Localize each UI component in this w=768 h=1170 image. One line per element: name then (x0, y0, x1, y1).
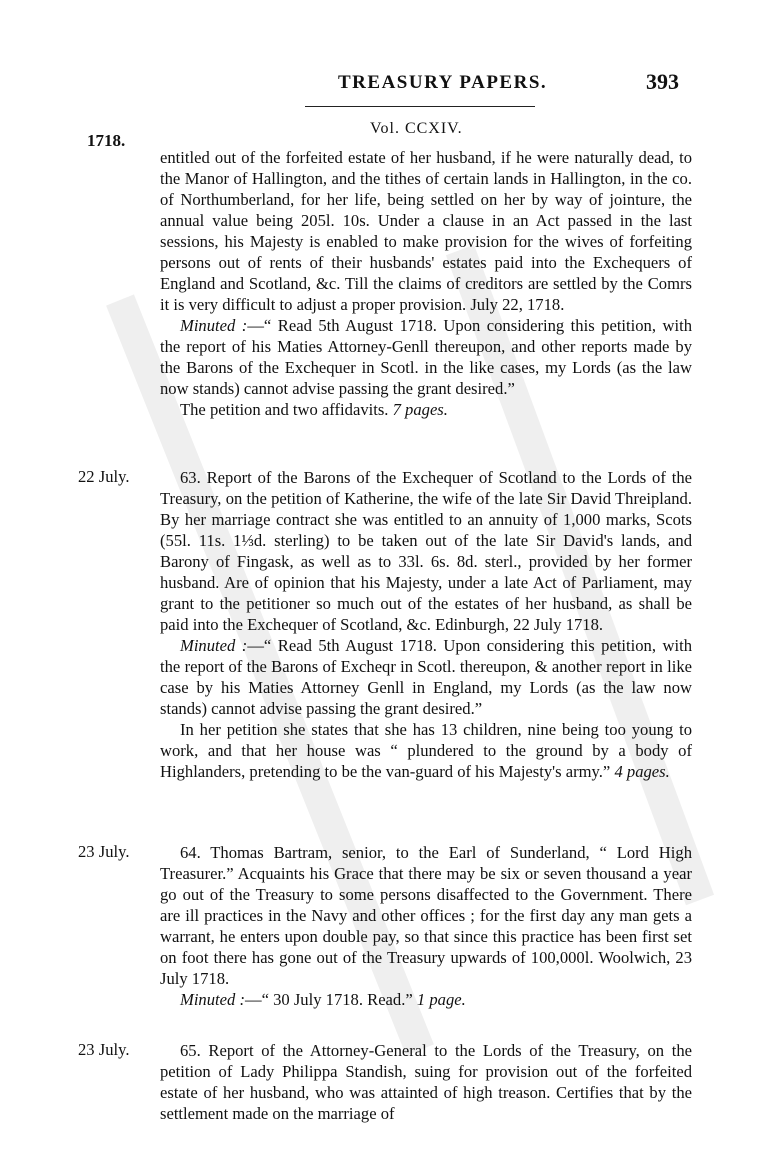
minuted-text: —“ Read 5th August 1718. Upon considering this petition, with the report of the Barons of Excheqr in Scotl. thereupon, & another report in like case by his Maties Attorney Genll in England, my Lords (as the law now stands) cannot advise passing the grant desired.” (160, 636, 692, 718)
pages-count: 4 pages. (614, 762, 670, 781)
pages-count: 7 pages. (392, 400, 448, 419)
entry-body: entitled out of the forfeited estate of her husband, if he were naturally dead, to the Manor of Hallington, and the tithes of certain lands in Hallington, in the co. of Northumberland, for her life, being settled on her by way of jointure, the annual value being 205l. 10s. Under a clause in an Act passed in the last sessions, his Majesty is enabled to make provision for the wives of forfeiting persons out of rents of their husbands' estates paid into the Exchequers of England and Scotland, &c. Till the claims of creditors are settled by the Comrs it is very difficult to adjust a proper provision. July 22, 1718. (160, 148, 692, 314)
header-rule (305, 106, 535, 107)
minuted-label: Minuted : (180, 990, 245, 1009)
entry-body: 65. Report of the Attorney-General to the Lords of the Treasury, on the petition of Lady Philippa Standish, suing for provision out of the forfeited estate of her husband, who was attainted of high treason. Certifies that by the settlement made on the marriage of (160, 1041, 692, 1123)
minuted-paragraph (160, 315, 692, 399)
minuted-text: —“ 30 July 1718. Read.” (244, 990, 413, 1009)
running-title: TREASURY PAPERS. (338, 72, 548, 93)
year-marginal: 1718. (87, 131, 126, 150)
entry-64 (160, 842, 692, 1010)
note-text: In her petition she states that she has 13 children, nine being too young to work, and that her house was “ plundered to the ground by a body of Highlanders, pretending to be the van-guard of his Majesty's army.” (160, 720, 692, 781)
entry-date: 22 July. (78, 467, 130, 486)
entry-65 (160, 1040, 692, 1124)
pages-count: 1 page. (416, 990, 466, 1009)
entry-body: 63. Report of the Barons of the Exchequer of Scotland to the Lords of the Treasury, on the petition of Katherine, the wife of the late Sir David Threipland. By her marriage contract she was entitled to an annuity of 1,000 marks, Scots (55l. 11s. 1⅓d. sterling) to be taken out of the late Sir David's lands, and Barony of Fingask, as well as to 33l. 6s. 8d. sterl., provided by her former husband. Are of opinion that his Majesty, under a late Act of Parliament, may grant to the petitioner so much out of the estates of her husband, as shall be paid into the Exchequer of Scotland, &c. Edinburgh, 22 July 1718. (160, 468, 692, 634)
note-paragraph (160, 399, 692, 420)
volume-heading: Vol. CCXIV. (370, 120, 463, 137)
page-number: 393 (646, 69, 679, 94)
continuation-entry (160, 147, 692, 420)
entry-date: 23 July. (78, 1040, 130, 1059)
minuted-label: Minuted : (180, 316, 248, 335)
entry-date: 23 July. (78, 842, 130, 861)
note-paragraph (160, 719, 692, 782)
minuted-text: —“ Read 5th August 1718. Upon considering this petition, with the report of his Maties Attorney-Genll thereupon, and other reports made by the Barons of the Exchequer in Scotl. in the like cases, my Lords (as the law now stands) cannot advise passing the grant desired.” (160, 316, 692, 398)
note-text: The petition and two affidavits. (180, 400, 389, 419)
entry-63 (160, 467, 692, 782)
minuted-paragraph (160, 989, 692, 1010)
minuted-paragraph (160, 635, 692, 719)
minuted-label: Minuted : (180, 636, 248, 655)
entry-body: 64. Thomas Bartram, senior, to the Earl of Sunderland, “ Lord High Treasurer.” Acquaints his Grace that there may be six or seven thousand a year go out of the Treasury to some persons disaffected to the Government. There are ill practices in the Navy and other offices ; for the first day any man gets a warrant, he enters upon double pay, so that since this practice has been first set on foot there has gone out of the Treasury upwards of 100,000l. Woolwich, 23 July 1718. (160, 843, 692, 988)
